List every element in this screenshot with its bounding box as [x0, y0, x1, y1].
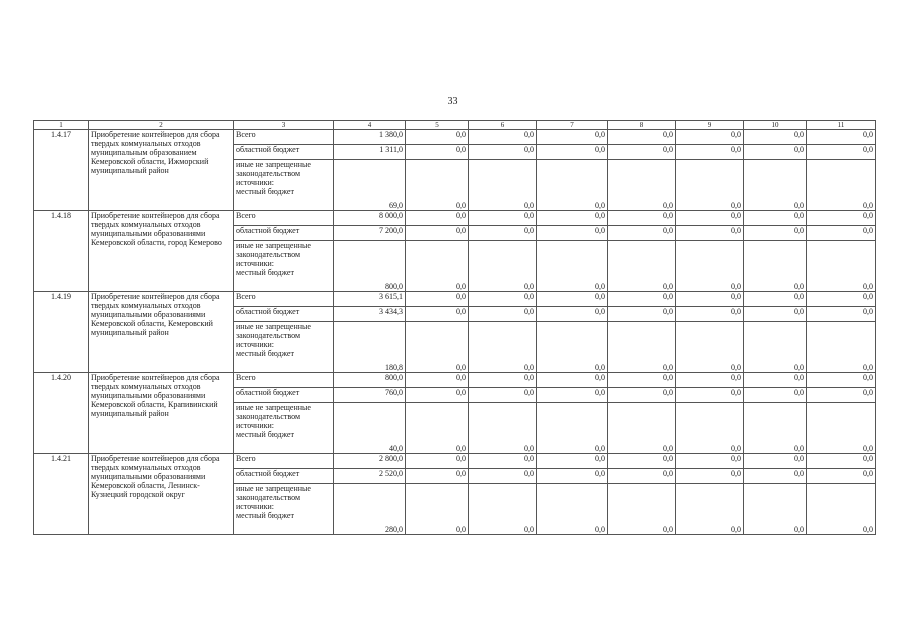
value-cell: 0,0: [676, 145, 744, 160]
value-cell: 0,0: [469, 145, 537, 160]
value-cell: 0,0: [807, 322, 876, 373]
value-cell: 1 380,0: [334, 130, 406, 145]
value-cell: 0,0: [807, 130, 876, 145]
table-row-total: [34, 211, 876, 226]
value-cell: 0,0: [744, 469, 807, 484]
value-cell: 0,0: [807, 484, 876, 535]
source-other-local-label: [234, 241, 334, 292]
value-cell: 0,0: [676, 322, 744, 373]
value-cell: 0,0: [406, 292, 469, 307]
value-cell: 0,0: [608, 454, 676, 469]
value-cell: 0,0: [807, 241, 876, 292]
column-header: 3: [234, 121, 334, 130]
value-cell: 0,0: [608, 292, 676, 307]
value-cell: 0,0: [608, 160, 676, 211]
value-cell: 0,0: [406, 241, 469, 292]
value-cell: 0,0: [469, 130, 537, 145]
value-cell: 0,0: [469, 322, 537, 373]
value-cell: 0,0: [608, 373, 676, 388]
column-header: 8: [608, 121, 676, 130]
value-cell: 0,0: [537, 130, 608, 145]
source-regional-label: областной бюджет: [234, 469, 334, 484]
value-cell: 0,0: [676, 211, 744, 226]
value-cell: 0,0: [469, 403, 537, 454]
value-cell: 0,0: [406, 130, 469, 145]
value-cell: 2 520,0: [334, 469, 406, 484]
value-cell: 0,0: [807, 211, 876, 226]
table-row-total: [34, 373, 876, 388]
value-cell: 0,0: [744, 211, 807, 226]
value-cell: 0,0: [406, 484, 469, 535]
value-cell: 0,0: [608, 388, 676, 403]
source-regional-label: областной бюджет: [234, 307, 334, 322]
value-cell: 0,0: [469, 373, 537, 388]
value-cell: 0,0: [807, 160, 876, 211]
value-cell: 0,0: [469, 160, 537, 211]
value-cell: 3 434,3: [334, 307, 406, 322]
value-cell: 0,0: [608, 226, 676, 241]
value-cell: 0,0: [469, 484, 537, 535]
value-cell: 0,0: [537, 373, 608, 388]
column-header: 11: [807, 121, 876, 130]
value-cell: 0,0: [807, 307, 876, 322]
item-code: 1.4.21: [34, 454, 89, 535]
source-other-label: иные не запрещенные законодательством источники:: [236, 322, 311, 349]
value-cell: 800,0: [334, 241, 406, 292]
value-cell: 0,0: [676, 403, 744, 454]
value-cell: 0,0: [608, 322, 676, 373]
value-cell: 0,0: [807, 469, 876, 484]
source-local-label: местный бюджет: [236, 430, 294, 439]
value-cell: 0,0: [406, 373, 469, 388]
value-cell: 0,0: [744, 403, 807, 454]
value-cell: 0,0: [676, 388, 744, 403]
value-cell: 8 000,0: [334, 211, 406, 226]
value-cell: 0,0: [744, 388, 807, 403]
value-cell: 180,8: [334, 322, 406, 373]
value-cell: 0,0: [406, 145, 469, 160]
source-other-local-label: [234, 160, 334, 211]
item-code: 1.4.17: [34, 130, 89, 211]
column-header: 1: [34, 121, 89, 130]
value-cell: 0,0: [744, 454, 807, 469]
value-cell: 280,0: [334, 484, 406, 535]
value-cell: 0,0: [744, 145, 807, 160]
value-cell: 0,0: [676, 454, 744, 469]
value-cell: 0,0: [469, 211, 537, 226]
column-number-row: [34, 121, 876, 130]
value-cell: 0,0: [537, 241, 608, 292]
value-cell: 0,0: [676, 484, 744, 535]
source-other-label: иные не запрещенные законодательством источники:: [236, 403, 311, 430]
value-cell: 3 615,1: [334, 292, 406, 307]
value-cell: 0,0: [676, 241, 744, 292]
source-total-label: Всего: [234, 211, 334, 226]
source-total-label: Всего: [234, 373, 334, 388]
page-number: 33: [447, 96, 458, 107]
value-cell: 0,0: [807, 454, 876, 469]
column-header: 2: [89, 121, 234, 130]
value-cell: 0,0: [807, 292, 876, 307]
value-cell: 0,0: [744, 322, 807, 373]
value-cell: 0,0: [676, 469, 744, 484]
value-cell: 0,0: [608, 307, 676, 322]
source-local-label: местный бюджет: [236, 511, 294, 520]
value-cell: 0,0: [608, 484, 676, 535]
value-cell: 0,0: [406, 211, 469, 226]
value-cell: 0,0: [537, 388, 608, 403]
source-other-label: иные не запрещенные законодательством источники:: [236, 484, 311, 511]
source-regional-label: областной бюджет: [234, 145, 334, 160]
value-cell: 0,0: [469, 454, 537, 469]
value-cell: 0,0: [744, 373, 807, 388]
value-cell: 0,0: [744, 484, 807, 535]
source-other-local-label: [234, 484, 334, 535]
value-cell: 0,0: [608, 130, 676, 145]
value-cell: 0,0: [744, 226, 807, 241]
source-other-local-label: [234, 403, 334, 454]
value-cell: 0,0: [807, 226, 876, 241]
table-row-total: [34, 130, 876, 145]
item-name: Приобретение контейнеров для сбора твердых коммунальных отходов муниципальными образованиями Кемеровской области, Кемеровский муниципальный район: [89, 292, 234, 373]
value-cell: 0,0: [537, 469, 608, 484]
value-cell: 0,0: [676, 307, 744, 322]
value-cell: 0,0: [744, 241, 807, 292]
value-cell: 760,0: [334, 388, 406, 403]
item-code: 1.4.19: [34, 292, 89, 373]
value-cell: 0,0: [537, 307, 608, 322]
item-name: Приобретение контейнеров для сбора твердых коммунальных отходов муниципальным образованием Кемеровской области, Ижморский муниципальный район: [89, 130, 234, 211]
source-total-label: Всего: [234, 130, 334, 145]
column-header: 6: [469, 121, 537, 130]
value-cell: 0,0: [676, 373, 744, 388]
source-local-label: местный бюджет: [236, 268, 294, 277]
table-body: [34, 130, 876, 535]
column-header: 7: [537, 121, 608, 130]
source-local-label: местный бюджет: [236, 349, 294, 358]
value-cell: 0,0: [744, 307, 807, 322]
item-name: Приобретение контейнеров для сбора твердых коммунальных отходов муниципальными образованиями Кемеровской области, Ленинск-Кузнецкий городской округ: [89, 454, 234, 535]
value-cell: 0,0: [608, 403, 676, 454]
value-cell: 0,0: [406, 307, 469, 322]
source-regional-label: областной бюджет: [234, 388, 334, 403]
value-cell: 0,0: [469, 307, 537, 322]
value-cell: 0,0: [406, 388, 469, 403]
source-total-label: Всего: [234, 292, 334, 307]
value-cell: 0,0: [676, 130, 744, 145]
source-other-label: иные не запрещенные законодательством источники:: [236, 160, 311, 187]
value-cell: 800,0: [334, 373, 406, 388]
value-cell: 0,0: [537, 454, 608, 469]
value-cell: 0,0: [537, 403, 608, 454]
value-cell: 0,0: [807, 373, 876, 388]
table-row-total: [34, 292, 876, 307]
item-code: 1.4.18: [34, 211, 89, 292]
source-total-label: Всего: [234, 454, 334, 469]
value-cell: 0,0: [406, 160, 469, 211]
value-cell: 0,0: [537, 292, 608, 307]
value-cell: 40,0: [334, 403, 406, 454]
value-cell: 0,0: [744, 292, 807, 307]
value-cell: 69,0: [334, 160, 406, 211]
value-cell: 2 800,0: [334, 454, 406, 469]
value-cell: 0,0: [469, 469, 537, 484]
value-cell: 0,0: [469, 292, 537, 307]
item-name: Приобретение контейнеров для сбора твердых коммунальных отходов муниципальными образованиями Кемеровской области, Крапивинский муниципальный район: [89, 373, 234, 454]
source-other-local-label: [234, 322, 334, 373]
value-cell: 0,0: [406, 403, 469, 454]
value-cell: 0,0: [608, 211, 676, 226]
value-cell: 0,0: [807, 403, 876, 454]
value-cell: 0,0: [676, 160, 744, 211]
value-cell: 0,0: [469, 226, 537, 241]
value-cell: 0,0: [537, 211, 608, 226]
value-cell: 0,0: [744, 160, 807, 211]
value-cell: 0,0: [469, 388, 537, 403]
column-header: 5: [406, 121, 469, 130]
value-cell: 0,0: [608, 469, 676, 484]
value-cell: 0,0: [406, 454, 469, 469]
source-local-label: местный бюджет: [236, 187, 294, 196]
value-cell: 0,0: [537, 160, 608, 211]
value-cell: 1 311,0: [334, 145, 406, 160]
value-cell: 0,0: [807, 388, 876, 403]
value-cell: 0,0: [537, 484, 608, 535]
column-header: 4: [334, 121, 406, 130]
value-cell: 0,0: [406, 322, 469, 373]
table-row-total: [34, 454, 876, 469]
budget-table: [33, 120, 876, 535]
source-regional-label: областной бюджет: [234, 226, 334, 241]
value-cell: 0,0: [406, 226, 469, 241]
value-cell: 0,0: [537, 145, 608, 160]
value-cell: 0,0: [537, 322, 608, 373]
value-cell: 0,0: [469, 241, 537, 292]
item-name: Приобретение контейнеров для сбора твердых коммунальных отходов муниципальными образованиями Кемеровской области, город Кемерово: [89, 211, 234, 292]
column-header: 10: [744, 121, 807, 130]
value-cell: 0,0: [608, 241, 676, 292]
value-cell: 0,0: [807, 145, 876, 160]
value-cell: 7 200,0: [334, 226, 406, 241]
value-cell: 0,0: [406, 469, 469, 484]
value-cell: 0,0: [537, 226, 608, 241]
value-cell: 0,0: [676, 292, 744, 307]
value-cell: 0,0: [744, 130, 807, 145]
column-header: 9: [676, 121, 744, 130]
value-cell: 0,0: [676, 226, 744, 241]
item-code: 1.4.20: [34, 373, 89, 454]
value-cell: 0,0: [608, 145, 676, 160]
source-other-label: иные не запрещенные законодательством источники:: [236, 241, 311, 268]
